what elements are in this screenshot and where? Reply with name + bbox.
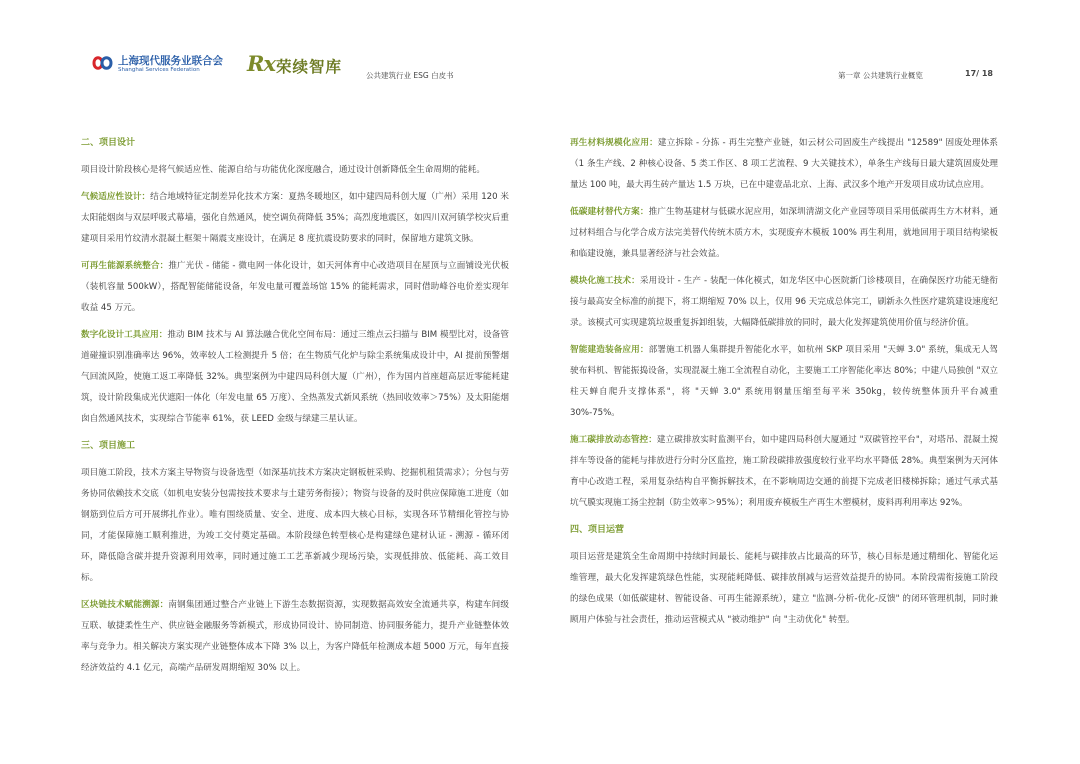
paragraph-climate <box>81 187 509 250</box>
paragraph-construction-intro: 项目施工阶段，技术方案主导物资与设备选型（如深基坑技术方案决定钢板桩采购、挖掘机租赁需求）；分包与劳务协同依赖技术交底（如机电安装分包需按技术要求与土建劳务衔接）；物资与设备的及时供应保障施工进度（如钢筋到位后方可开展绑扎作业）。唯有围绕质量、安全、进度、成本四大核心目标，实现各环节精细化管控与协同，才能保障施工顺利推进，为竣工交付奠定基础。本阶段绿色转型核心是构建绿色建材认证 - 溯源 - 循环闭环，降低隐含碳并提升资源利用效率，同时通过施工工艺革新减少现场污染，实现低排放、低能耗、高工效目标。 <box>81 468 509 583</box>
paragraph-recycled <box>570 133 998 196</box>
label-digital: 数字化设计工具应用： <box>81 330 168 340</box>
paragraph-modular <box>570 271 998 334</box>
label-blockchain: 区块链技术赋能溯源： <box>81 600 169 610</box>
paragraph-design-intro: 项目设计阶段核心是将气候适应性、能源自给与功能优化深度融合，通过设计创新降低全生命周期的能耗。 <box>81 165 485 175</box>
paragraph-smart <box>570 340 998 424</box>
label-lowcarbon: 低碳建材替代方案： <box>570 207 649 217</box>
org-logo-icon <box>90 52 116 74</box>
text-climate: 结合地域特征定制差异化技术方案：夏热冬暖地区，如中建四局科创大厦（广州）采用 120 米太阳能烟囱与双层呼吸式幕墙，强化自然通风，使空调负荷降低 35%；高烈度地震区，如四川双河镇学校灾后重建项目采用竹纹清水混凝土框架＋隔震支座设计，在满足 8 度抗震设防要求的同时，保留地方建筑文脉。 <box>81 192 509 244</box>
label-recycled: 再生材料规模化应用： <box>570 138 658 148</box>
text-recycled: 建立拆除 - 分拣 - 再生完整产业链，如云材公司固废生产线提出 "12589" 固废处理体系（1 条生产线、2 种核心设备、5 类工作区、8 项工艺流程、9 大关键技术），单条生产线每日最大建筑固废处理量达 100 吨，最大再生砖产量达 1.5 万块，已在中建壹品北京、上海、武汉多个地产开发项目成功试点应用。 <box>570 138 998 190</box>
paragraph-renewable <box>81 256 509 319</box>
text-smart: 部署施工机器人集群提升智能化水平，如杭州 SKP 项目采用 "天蝉 3.0" 系统，集成无人驾驶布料机、智能振捣设备，实现混凝土施工全流程自动化，主要施工工序智能化率达 80%；中建八局独创 "双立柱天蝉自爬升支撑体系"，将 "天蝉 3.0" 系统用钢量压缩至每平米 350kg，较传统整体顶升平台减重 30%-75%。 <box>570 345 998 418</box>
paragraph-digital <box>81 325 509 430</box>
page-header <box>0 0 1080 100</box>
paragraph-monitor <box>570 430 998 514</box>
section-heading-design: 二、项目设计 <box>81 138 136 148</box>
text-lowcarbon: 推广生物基建材与低碳水泥应用，如深圳清湖文化产业园等项目采用低碳再生方木材料，通过材料组合与化学合成方法完美替代传统木质方木，实现废弃木模板 100% 再生利用，就地回用于项目结构梁板和临建设施，兼具显著经济与社会效益。 <box>570 207 998 259</box>
document-title: 公共建筑行业 ESG 白皮书 <box>366 71 454 80</box>
text-digital: 推动 BIM 技术与 AI 算法融合优化空间布局：通过三维点云扫描与 BIM 模型比对，设备管道碰撞识别准确率达 96%，效率较人工检测提升 5 倍；在生物质气化炉与除尘系统集成设计中，AI 提前预警烟气回流风险，使施工返工率降低 32%。典型案例为中建四局科创大厦（广州），作为国内首座超高层近零能耗建筑，设计阶段集成光伏遮阳一体化（年发电量 65 万度）、全热蒸发式新风系统（热回收效率＞75%）及太阳能烟囱自然通风技术，实现综合节能率 61%，获 LEED 金级与绿建三星认证。 <box>81 330 509 424</box>
text-renewable: 推广光伏 - 储能 - 微电网一体化设计，如天河体育中心改造项目在屋顶与立面铺设光伏板（装机容量 500kW），搭配智能储能设备，年发电量可覆盖场馆 15% 的能耗需求，同时借助峰谷电价差实现年收益 45 万元。 <box>81 261 509 313</box>
org-name-en: Shanghai Services Federation <box>118 67 200 73</box>
text-blockchain: 南钢集团通过整合产业链上下游生态数据资源，实现数据高效安全流通共享，构建车间级互联、敏捷柔性生产、供应链金融服务等新模式，形成协同设计、协同制造、协同服务能力，提升产业链整体效率与竞争力。相关解决方案实现产业链整体成本下降 3% 以上，为客户降低年检测成本超 5000 万元，每年直接经济效益约 4.1 亿元，高端产品研发周期缩短 30% 以上。 <box>81 600 509 673</box>
label-climate: 气候适应性设计： <box>81 192 151 202</box>
org-logo <box>90 52 240 78</box>
paragraph-operation: 项目运营是建筑全生命周期中持续时间最长、能耗与碳排放占比最高的环节，核心目标是通过精细化、智能化运维管理，最大化发挥建筑绿色性能，实现能耗降低、碳排放削减与运营效益提升的协同。本阶段需衔接施工阶段的绿色成果（如低碳建材、智能设备、可再生能源系统），建立 "监测-分析-优化-反馈" 的闭环管理机制，同时兼顾用户体验与社会责任，推动运营模式从 "被动维护" 向 "主动优化" 转型。 <box>570 552 998 625</box>
page-number: 17/ 18 <box>965 69 993 78</box>
paragraph-lowcarbon <box>570 202 998 265</box>
label-modular: 模块化施工技术： <box>570 276 640 286</box>
right-column <box>570 133 998 637</box>
brand-logo <box>247 51 367 79</box>
left-column <box>81 133 509 685</box>
section-heading-operation: 四、项目运营 <box>570 525 625 535</box>
label-smart: 智能建造装备应用： <box>570 345 649 355</box>
label-monitor: 施工碳排放动态管控： <box>570 435 657 445</box>
brand-mark: Rx <box>247 51 275 76</box>
section-heading-construction: 三、项目施工 <box>81 441 136 451</box>
text-modular: 采用设计 - 生产 - 装配一体化模式，如龙华区中心医院新门诊楼项目，在确保医疗功能无缝衔接与最高安全标准的前提下，将工期缩短 70% 以上，仅用 96 天完成总体完工，刷新永久性医疗建筑建设速度纪录。该模式可实现建筑垃圾重复拆卸组装，大幅降低碳排放的同时，最大化发挥建筑使用价值与经济价值。 <box>570 276 998 328</box>
text-monitor: 建立碳排放实时监测平台，如中建四局科创大厦通过 "双碳管控平台"，对塔吊、混凝土搅拌车等设备的能耗与排放进行分时分区监控，施工阶段碳排放强度较行业平均水平降低 28%。典型案例为天河体育中心改造工程，采用复杂结构自平衡拆解技术，在不影响周边交通的前提下完成老旧楼梯拆除；通过气承式基坑气膜实现施工扬尘控制（防尘效率＞95%）；利用废弃模板生产再生木塑模材，废料再利用率达 92%。 <box>570 435 998 508</box>
org-name: 上海现代服务业联合会 <box>118 55 223 67</box>
brand-name: 荣续智库 <box>276 58 343 76</box>
chapter-title: 第一章 公共建筑行业概览 <box>838 71 923 80</box>
paragraph-blockchain <box>81 595 509 679</box>
label-renewable: 可再生能源系统整合： <box>81 261 169 271</box>
